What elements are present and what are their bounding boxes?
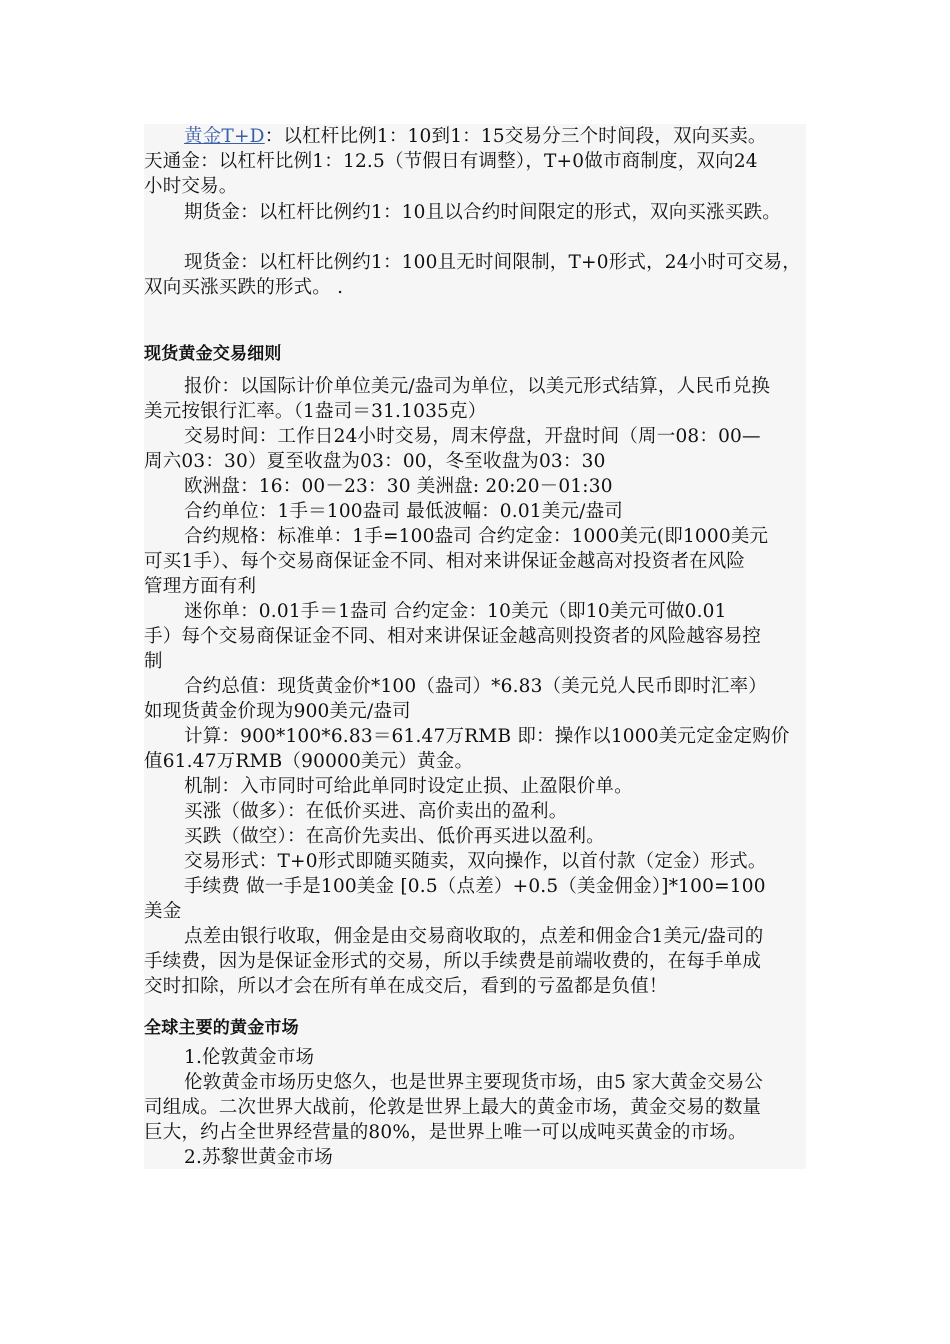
text-line: 值61.47万RMB（90000美元）黄金。 [144,751,474,772]
list-item-london-market: 1.伦敦黄金市场 [184,1047,315,1068]
section-heading-global-gold-markets: 全球主要的黄金市场 [144,1018,299,1038]
text-line: 机制：入市同时可给此单同时设定止损、止盈限价单。 [184,776,633,797]
text-line: 手）每个交易商保证金不同、相对来讲保证金越高则投资者的风险越容易控 [144,626,762,647]
text-line: 买涨（做多）：在低价买进、高价卖出的盈利。 [184,801,568,822]
text-line: 小时交易。 [144,176,238,197]
text-line: 欧洲盘：16：00－23：30 美洲盘: 20:20－01:30 [184,476,613,497]
section-heading-spot-gold-rules: 现货黄金交易细则 [144,344,282,364]
text-line: 司组成。二次世界大战前，伦敦是世界上最大的黄金市场，黄金交易的数量 [144,1097,762,1118]
text-line: 手续费，因为是保证金形式的交易，所以手续费是前端收费的，在每手单成 [144,951,762,972]
text-line: 计算：900*100*6.83＝61.47万RMB 即：操作以1000美元定金定购价 [184,726,790,747]
list-item-zurich-market: 2.苏黎世黄金市场 [184,1147,333,1168]
text-line: 可买1手）、每个交易商保证金不同、相对来讲保证金越高对投资者在风险 [144,551,746,572]
paragraph-td-gold [184,124,767,149]
text-line: 合约总值：现货黄金价*100（盎司）*6.83（美元兑人民币即时汇率） [184,676,768,697]
text-line: 天通金：以杠杆比例1：12.5（节假日有调整），T+0做市商制度，双向24 [144,151,758,172]
text-line: 迷你单：0.01手＝1盎司 合约定金：10美元（即10美元可做0.01 [184,601,727,622]
text-line: 周六03：30）夏至收盘为03：00，冬至收盘为03：30 [144,451,606,472]
td-gold-link[interactable]: 黄金T+D [184,126,265,147]
text-line: 手续费 做一手是100美金 [0.5（点差）+0.5（美金佣金）]*100=100 [184,876,766,897]
text-line: 制 [144,651,163,672]
text-line: 期货金：以杠杆比例约1：10且以合约时间限定的形式，双向买涨买跌。 [184,202,781,223]
text-line: 买跌（做空）：在高价先卖出、低价再买进以盈利。 [184,826,605,847]
text-line: 合约规格：标准单：1手=100盎司 合约定金：1000美元(即1000美元 [184,526,769,547]
text-line: 伦敦黄金市场历史悠久，也是世界主要现货市场，由5 家大黄金交易公 [184,1072,764,1093]
text-line: 现货金：以杠杆比例约1：100且无时间限制，T+0形式，24小时可交易， [184,252,801,273]
text-line: 合约单位：1手＝100盎司 最低波幅：0.01美元/盎司 [184,501,623,522]
text-line: 交易时间：工作日24小时交易，周末停盘，开盘时间（周一08：00— [184,426,761,447]
text-line: 巨大，约占全世界经营量的80%，是世界上唯一可以成吨买黄金的市场。 [144,1122,747,1143]
text-line: 美元按银行汇率。（1盎司＝31.1035克） [144,401,487,422]
text-line: 管理方面有利 [144,576,257,597]
text-line: 报价：以国际计价单位美元/盎司为单位，以美元形式结算，人民币兑换 [184,376,771,397]
text-line: 如现货黄金价现为900美元/盎司 [144,701,411,722]
td-gold-description: ：以杠杆比例1：10到1：15交易分三个时间段，双向买卖。 [264,126,767,147]
text-line: 交时扣除，所以才会在所有单在成交后，看到的亏盈都是负值！ [144,976,668,997]
text-line: 点差由银行收取，佣金是由交易商收取的，点差和佣金合1美元/盎司的 [184,926,764,947]
text-line: 交易形式：T+0形式即随买随卖，双向操作，以首付款（定金）形式。 [184,851,767,872]
text-line: 双向买涨买跌的形式。 . [144,277,344,298]
text-line: 美金 [144,901,182,922]
